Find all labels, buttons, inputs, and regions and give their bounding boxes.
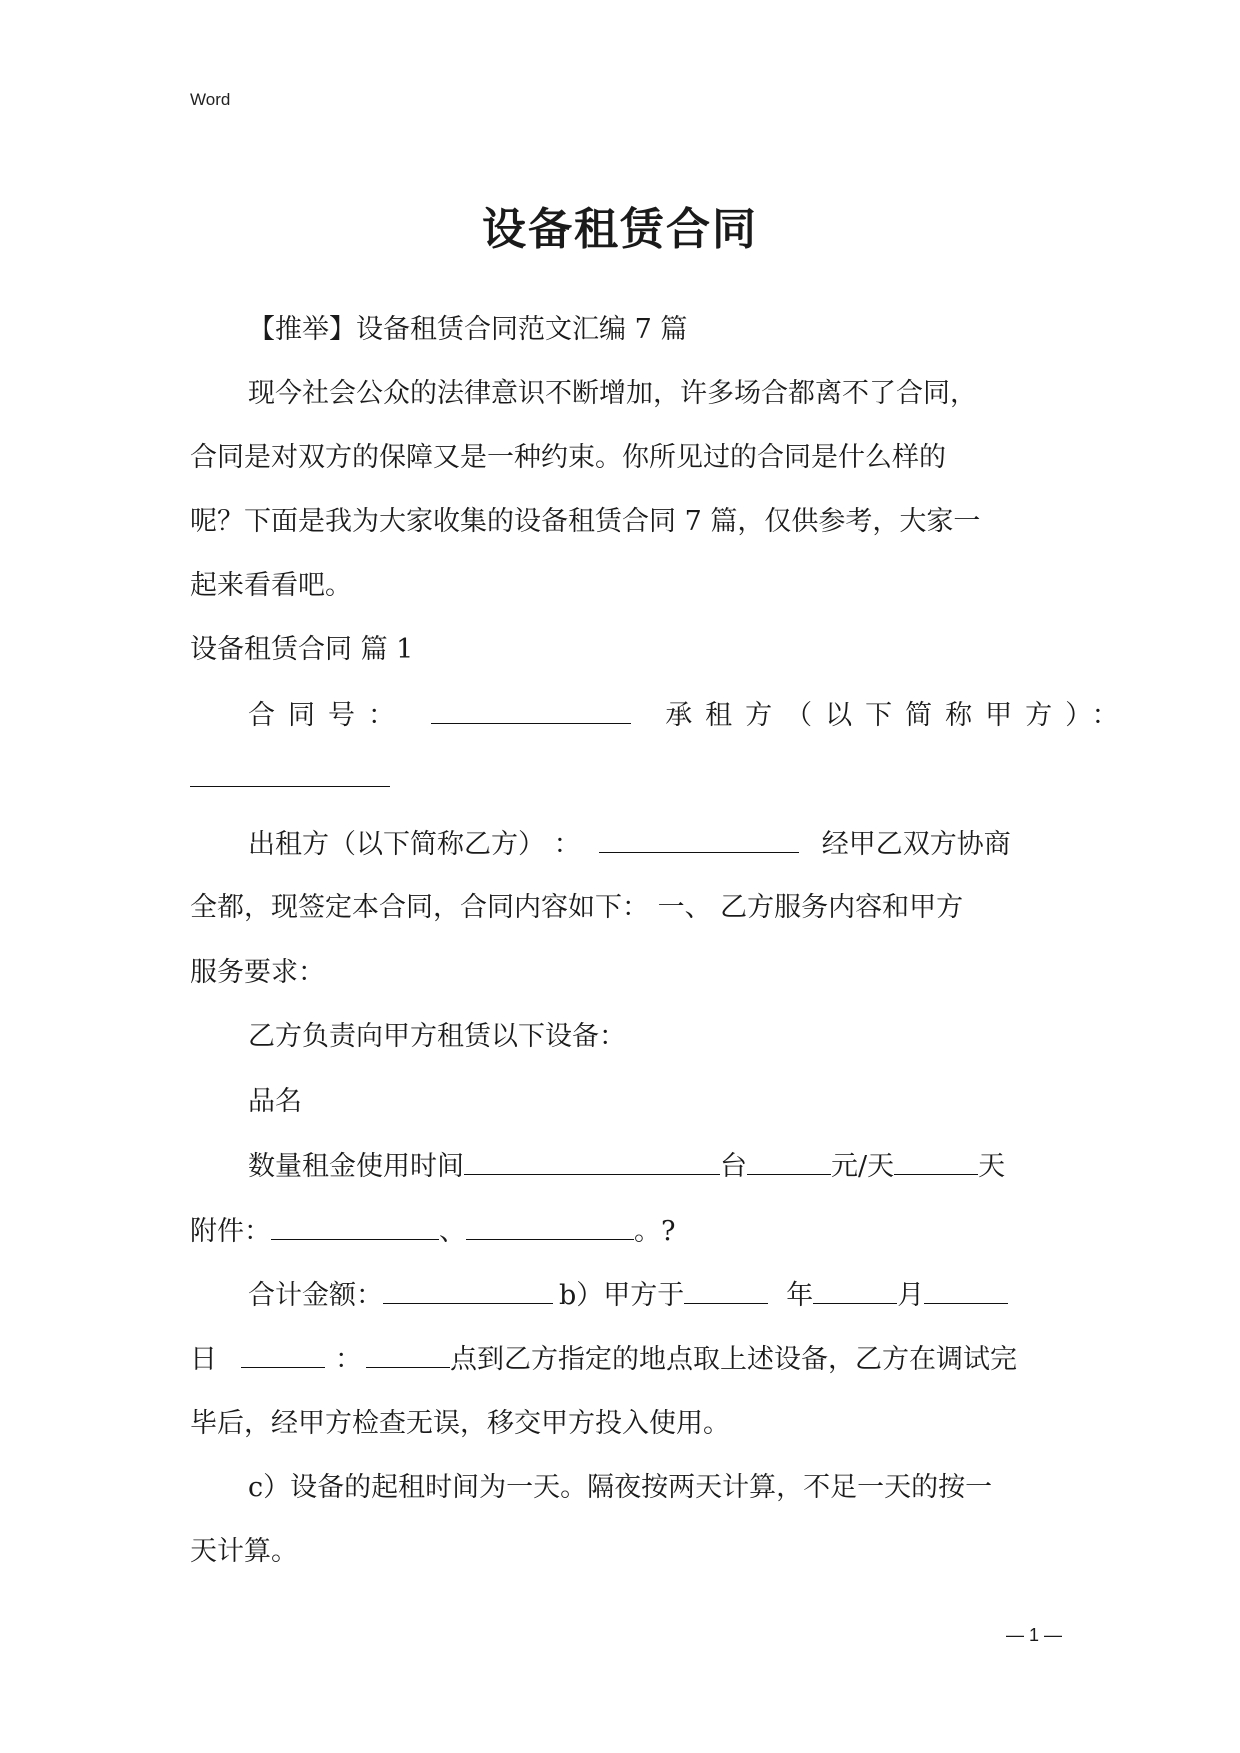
rental-start-line-2: 天计算。 bbox=[190, 1536, 298, 1567]
days-label: 天 bbox=[978, 1151, 1006, 1182]
quantity-label: 数量租金使用时间 bbox=[248, 1151, 464, 1182]
contract-no-line bbox=[248, 697, 1132, 734]
lessor-line bbox=[248, 826, 1011, 863]
rent-blank bbox=[747, 1148, 831, 1175]
attachment-blank-1 bbox=[271, 1213, 439, 1240]
month-blank bbox=[813, 1277, 897, 1304]
month-label: 月 bbox=[897, 1280, 925, 1311]
party-a-on-label: b）甲方于 bbox=[559, 1280, 685, 1311]
quantity-blank bbox=[464, 1148, 720, 1175]
lessee-blank bbox=[190, 760, 390, 787]
total-amount-line bbox=[248, 1277, 1008, 1314]
pickup-time-line bbox=[190, 1341, 1017, 1378]
contract-content-line: 全都，现签定本合同，合同内容如下： 一、 乙方服务内容和甲方 bbox=[190, 892, 964, 923]
inspection-line: 毕后，经甲方检查无误，移交甲方投入使用。 bbox=[190, 1408, 730, 1439]
product-name-line: 品名 bbox=[248, 1086, 302, 1117]
lessor-blank bbox=[599, 826, 799, 853]
provide-equipment-line: 乙方负责向甲方租赁以下设备： bbox=[248, 1021, 626, 1052]
lessor-label: 出租方（以下简称乙方） ： bbox=[248, 829, 581, 860]
attachment-line bbox=[190, 1213, 675, 1250]
service-requirement-line: 服务要求： bbox=[190, 957, 325, 988]
page-number: — 1 — bbox=[1006, 1625, 1063, 1645]
year-blank bbox=[684, 1277, 768, 1304]
attachment-sep: 、 bbox=[439, 1216, 466, 1247]
quantity-line bbox=[248, 1148, 1005, 1185]
pickup-text: 点到乙方指定的地点取上述设备，乙方在调试完 bbox=[450, 1344, 1017, 1375]
year-label: 年 bbox=[786, 1280, 814, 1311]
section-heading: 设备租赁合同 篇 1 bbox=[190, 634, 414, 665]
total-amount-label: 合计金额： bbox=[248, 1280, 383, 1311]
minute-blank bbox=[366, 1341, 450, 1368]
day-blank bbox=[924, 1277, 1008, 1304]
negotiate-text: 经甲乙双方协商 bbox=[821, 829, 1011, 860]
document-title: 设备租赁合同 bbox=[482, 204, 758, 255]
days-blank bbox=[894, 1148, 978, 1175]
header-word-label: Word bbox=[190, 90, 231, 109]
contract-no-label: 合同号： bbox=[248, 700, 408, 731]
hour-blank bbox=[241, 1341, 325, 1368]
attachment-label: 附件： bbox=[190, 1216, 271, 1247]
attachment-blank-2 bbox=[466, 1213, 634, 1240]
lessee-label: 承租方（以下简称甲方）： bbox=[665, 700, 1132, 731]
intro-line-4: 起来看看吧。 bbox=[190, 570, 352, 601]
lessee-blank-line bbox=[190, 760, 390, 797]
day-label: 日 bbox=[190, 1344, 217, 1375]
subtitle: 【推举】设备租赁合同范文汇编 7 篇 bbox=[248, 314, 688, 345]
yuan-per-day-label: 元/天 bbox=[831, 1151, 895, 1182]
attachment-end: 。? bbox=[634, 1216, 676, 1247]
intro-line-1: 现今社会公众的法律意识不断增加，许多场合都离不了合同， bbox=[248, 378, 977, 409]
contract-no-blank bbox=[431, 697, 631, 724]
rental-start-line: c）设备的起租时间为一天。隔夜按两天计算，不足一天的按一 bbox=[248, 1472, 993, 1503]
unit-label: 台 bbox=[720, 1151, 747, 1182]
colon-label: ： bbox=[335, 1344, 362, 1375]
intro-line-2: 合同是对双方的保障又是一种约束。你所见过的合同是什么样的 bbox=[190, 442, 946, 473]
total-amount-blank bbox=[383, 1277, 553, 1304]
intro-line-3: 呢？下面是我为大家收集的设备租赁合同 7 篇，仅供参考，大家一 bbox=[190, 506, 981, 537]
